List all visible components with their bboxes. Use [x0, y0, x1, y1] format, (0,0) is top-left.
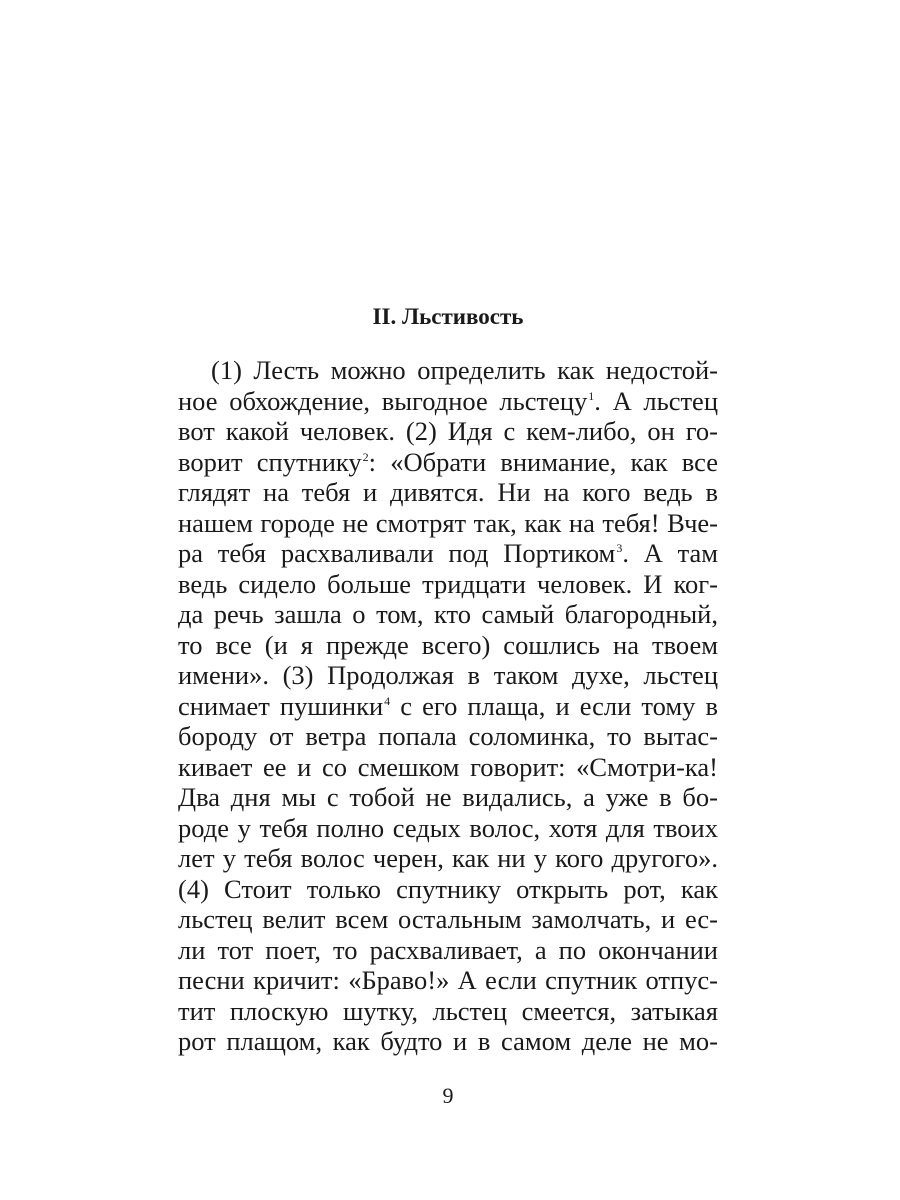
text-line: ли тот поет, то расхваливает, а по окончании	[178, 934, 718, 965]
text-line: ведь сидело больше тридцати человек. И ког-	[178, 568, 718, 599]
text-line: льстец велит всем остальным замолчать, и ес-	[178, 904, 718, 934]
text-line: (4) Стоит только спутнику открыть рот, как	[178, 873, 718, 904]
text-line: ворит спутнику$^2$: «Обрати внимание, как все	[178, 446, 718, 477]
text-line: бороду от ветра попала соломинка, то вытас-	[178, 721, 718, 751]
text-line: то все (и я прежде всего) сошлись на твоем	[178, 629, 718, 660]
footnote-marker[interactable]: 3	[616, 541, 623, 555]
page-number: 9	[442, 1083, 454, 1108]
text-line: тит плоскую шутку, льстец смеется, затыкая	[178, 995, 718, 1026]
text-line: глядят на тебя и дивятся. Ни на кого ведь в	[178, 477, 718, 507]
footnote-marker[interactable]: 4	[384, 693, 391, 708]
text-line: рот плащом, как будто и в самом деле не мо-	[178, 1026, 718, 1056]
text-line: лет у тебя волос черен, как ни у кого другого».	[178, 843, 718, 873]
text-line: ра тебя расхваливали под Портиком$^3$. А там	[178, 538, 719, 568]
text-line: да речь зашла о том, кто самый благородный,	[178, 599, 718, 629]
chapter-heading: II. Льстивость	[372, 304, 524, 329]
text-line: вот какой человек. (2) Идя с кем-либо, он го-	[178, 416, 718, 446]
text-line: снимает пушинки$^4$ с его плаща, и если тому в	[178, 690, 718, 721]
text-line: (1) Лесть можно определить как недостой-	[211, 355, 718, 385]
text-line: нашем городе не смотрят так, как на тебя! Вче-	[178, 507, 718, 538]
text-line: Два дня мы с тобой не видались, а уже в бо-	[178, 782, 718, 812]
text-line: ное обхождение, выгодное льстецу$^1$. А льстец	[178, 385, 718, 416]
text-line: роде у тебя полно седых волос, хотя для твоих	[178, 812, 718, 843]
text-line: имени». (3) Продолжая в таком духе, льстец	[178, 660, 718, 690]
footnote-marker[interactable]: 1	[588, 388, 595, 403]
text-line: песни кричит: «Браво!» А если спутник отпус-	[178, 965, 718, 995]
footnote-marker[interactable]: 2	[362, 449, 369, 464]
body-text	[178, 355, 718, 1057]
text-line: кивает ее и со смешком говорит: «Смотри-ка!	[178, 751, 718, 782]
